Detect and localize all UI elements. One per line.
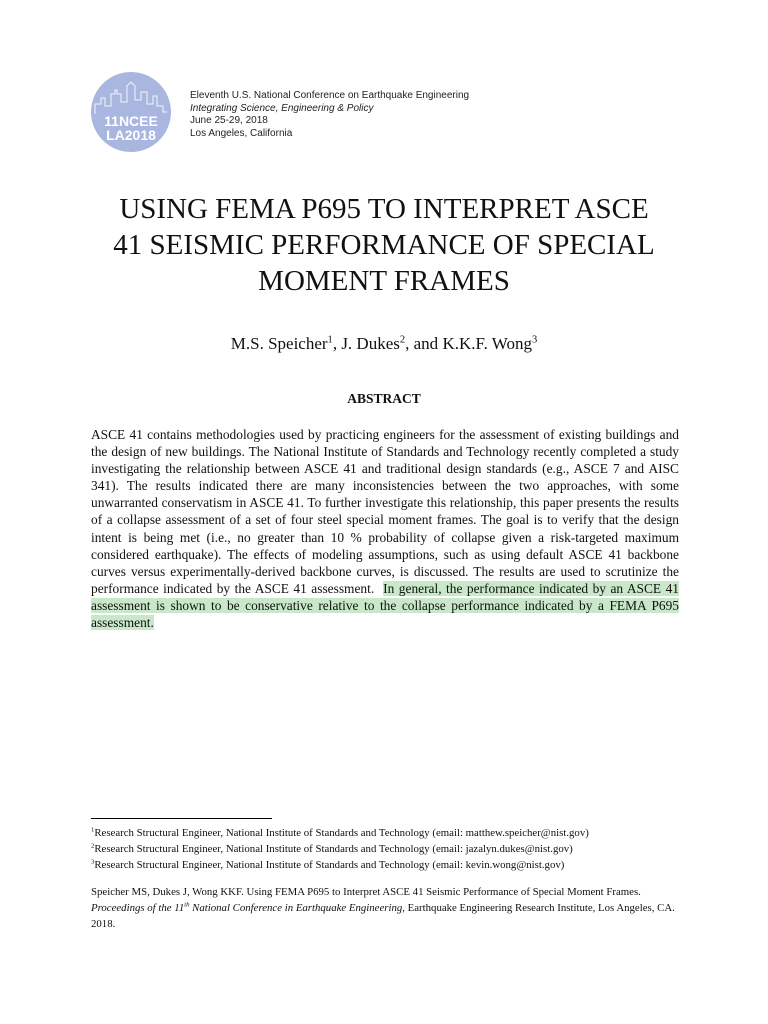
citation-journal-suffix: National Conference in Earthquake Engineering — [192, 902, 403, 914]
conference-logo — [91, 72, 171, 152]
footnote — [91, 857, 731, 873]
footnote-mark: 3 — [91, 858, 95, 866]
author-mark: 2 — [399, 334, 406, 346]
title-line-1: USING FEMA P695 TO INTERPRET ASCE — [119, 193, 649, 225]
conference-location: Los Angeles, California — [190, 127, 293, 139]
author-name: M.S. Speicher — [230, 334, 328, 353]
footnote-text: Research Structural Engineer, National Institute of Standards and Technology (email: matthew.speicher@nist.gov) — [94, 827, 589, 839]
logo-line-2: LA2018 — [106, 127, 156, 143]
title-line-3: MOMENT FRAMES — [258, 265, 510, 297]
title-line-2: 41 SEISMIC PERFORMANCE OF SPECIAL — [113, 229, 655, 261]
abstract-highlighted-text: In general, the performance indicated by an ASCE 41 assessment is shown to be conservative relative to the collapse performance indicated by a FEMA P695 assessment. — [91, 580, 679, 631]
citation — [91, 884, 691, 932]
footnote-divider — [91, 818, 272, 819]
conference-dates: June 25-29, 2018 — [190, 115, 268, 126]
citation-journal-prefix: Proceedings of the 11 — [91, 902, 185, 914]
author-mark: 1 — [327, 334, 333, 346]
footnote-text: Research Structural Engineer, National Institute of Standards and Technology (email: kevin.wong@nist.gov) — [94, 859, 565, 871]
author-name: J. Dukes — [341, 334, 400, 353]
logo-line-1: 11NCEE — [104, 113, 158, 129]
footnote-mark: 2 — [91, 842, 95, 850]
footnote-mark: 1 — [91, 826, 95, 834]
citation-journal-sup: th — [184, 901, 190, 909]
author-list — [60, 333, 708, 355]
citation-journal — [91, 902, 402, 914]
conference-tagline: Integrating Science, Engineering & Policy — [190, 102, 374, 114]
footnote-text: Research Structural Engineer, National Institute of Standards and Technology (email: jazalyn.dukes@nist.gov) — [94, 843, 573, 855]
author-separator: , — [332, 334, 342, 353]
abstract-text: ASCE 41 contains methodologies used by practicing engineers for the assessment of existing buildings and the design of new buildings. The National Institute of Standards and Technology recently completed a study investigating the relationship between ASCE 41 and traditional design standards (e.g., ASCE 7 and AISC 341). The results indicated there are many inconsistencies between the two approaches, with some unwarranted conservatism in ASCE 41. To further investigate this relationship, this paper presents the results of a collapse assessment of a set of four steel special moment frames. The goal is to verify that the design intent is being met (i.e., no greater than 10 % probability of collapse given a risk-targeted maximum considered earthquake). The effects of modeling assumptions, such as using default ASCE 41 backbone curves versus experimentally-derived backbone curves, is discussed. The results are used to scrutinize the performance indicated by the ASCE 41 assessment. — [91, 427, 679, 596]
citation-tail: , Earthquake Engineering Research Institute, Los Angeles, CA. 2018. — [91, 902, 675, 930]
footnote — [91, 825, 731, 841]
footnote — [91, 841, 731, 857]
paper-title — [60, 191, 708, 299]
abstract-body — [91, 426, 679, 631]
conference-info — [190, 90, 469, 140]
footnotes — [91, 825, 731, 873]
author-name: K.K.F. Wong — [442, 334, 532, 353]
author-separator: , and — [405, 334, 443, 353]
citation-lead: Speicher MS, Dukes J, Wong KKF. Using FEMA P695 to Interpret ASCE 41 Seismic Performance of Special Moment Frames. — [91, 886, 641, 898]
author-mark: 3 — [531, 334, 538, 346]
conference-name: Eleventh U.S. National Conference on Earthquake Engineering — [190, 90, 470, 101]
abstract-heading: ABSTRACT — [347, 391, 421, 406]
